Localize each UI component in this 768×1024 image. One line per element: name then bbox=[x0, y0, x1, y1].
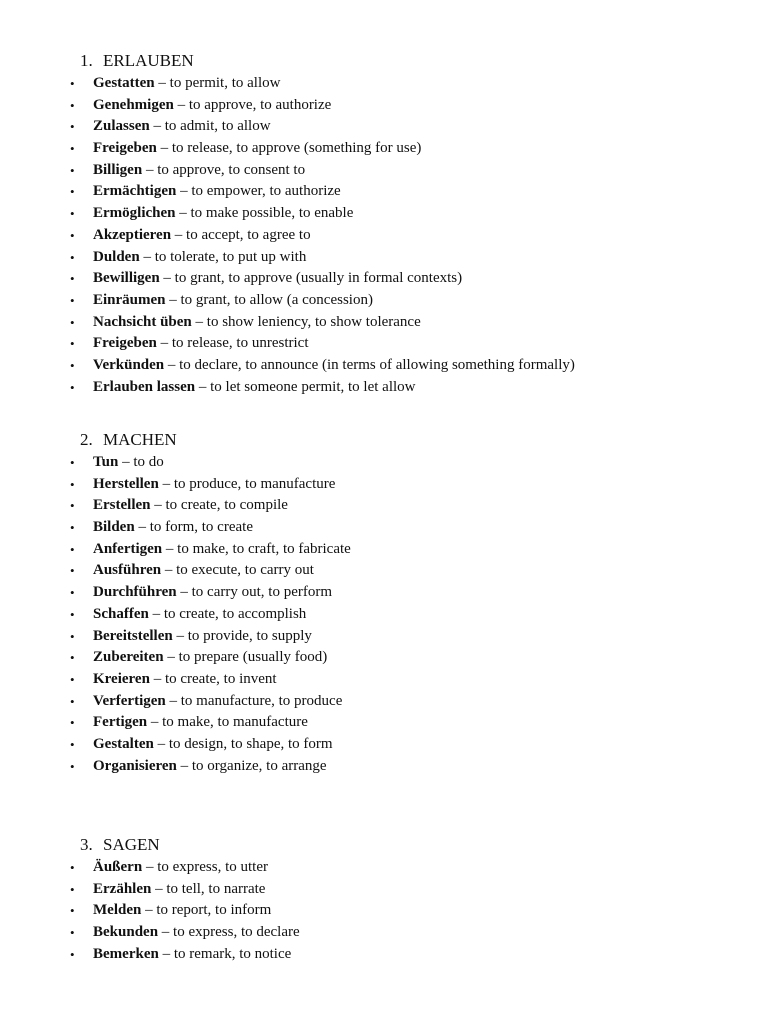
entry-text bbox=[93, 734, 333, 756]
bullet-icon: • bbox=[70, 76, 75, 91]
entry-meaning: to grant, to allow (a concession) bbox=[180, 291, 373, 308]
entry-term: Bekunden bbox=[93, 924, 159, 941]
entry-meaning: to grant, to approve (usually in formal contexts) bbox=[174, 270, 463, 287]
entry-text bbox=[93, 560, 314, 582]
section-title: MACHEN bbox=[103, 430, 177, 449]
entry-term: Organisieren bbox=[93, 757, 177, 774]
entry-separator: – bbox=[195, 378, 211, 395]
entry-text bbox=[93, 312, 421, 334]
section-heading bbox=[80, 835, 160, 855]
bullet-icon: • bbox=[70, 227, 75, 243]
entry-text bbox=[93, 900, 271, 922]
bullet-icon: • bbox=[70, 249, 75, 265]
entry-meaning: to accept, to agree to bbox=[186, 226, 311, 243]
bullet-icon: • bbox=[70, 141, 75, 157]
bullet-icon: • bbox=[70, 563, 75, 579]
entry-separator: – bbox=[173, 96, 189, 113]
bullet-icon: • bbox=[70, 292, 75, 308]
entry-text bbox=[93, 857, 268, 879]
entry-separator: – bbox=[161, 562, 177, 579]
bullet-icon: • bbox=[70, 628, 75, 644]
entry-term: Ausführen bbox=[93, 562, 162, 579]
entry-separator: – bbox=[142, 161, 158, 178]
entry-separator: – bbox=[176, 183, 192, 200]
entry-meaning: to tolerate, to put up with bbox=[154, 248, 307, 265]
entry-term: Freigeben bbox=[93, 140, 157, 157]
bullet-icon: • bbox=[70, 606, 75, 622]
entry-text bbox=[93, 626, 312, 648]
entry-term: Verfertigen bbox=[93, 692, 166, 709]
entry-term: Kreieren bbox=[93, 670, 150, 687]
entry-term: Äußern bbox=[93, 859, 143, 875]
entry-separator: – bbox=[163, 649, 179, 666]
section-number: 3. bbox=[80, 835, 93, 854]
entry-term: Bewilligen bbox=[93, 270, 160, 287]
entry-separator: – bbox=[156, 140, 172, 157]
entry-meaning: to create, to invent bbox=[164, 670, 277, 687]
entry-separator: – bbox=[153, 735, 169, 752]
entry-text bbox=[93, 647, 327, 669]
entry-meaning: to express, to utter bbox=[157, 859, 268, 875]
entry-meaning: to prepare (usually food) bbox=[178, 649, 328, 666]
entry-separator: – bbox=[191, 313, 207, 330]
entry-text bbox=[93, 290, 373, 312]
bullet-icon: • bbox=[70, 357, 75, 373]
bullet-icon: • bbox=[70, 314, 75, 330]
entry-meaning: to do bbox=[133, 454, 164, 470]
bullet-icon: • bbox=[70, 881, 75, 897]
entry-text bbox=[93, 517, 253, 539]
entry-separator: – bbox=[158, 475, 174, 492]
entry-separator: – bbox=[162, 540, 178, 557]
entry-term: Gestalten bbox=[93, 735, 154, 752]
entry-separator: – bbox=[172, 627, 188, 644]
entry-separator: – bbox=[147, 714, 163, 731]
entry-term: Genehmigen bbox=[93, 96, 174, 113]
entry-separator: – bbox=[158, 945, 174, 962]
bullet-icon: • bbox=[70, 520, 75, 536]
entry-meaning: to empower, to authorize bbox=[191, 183, 341, 200]
entry-separator: – bbox=[149, 670, 165, 687]
bullet-icon: • bbox=[70, 184, 75, 200]
entry-term: Melden bbox=[93, 902, 142, 919]
entry-meaning: to make, to craft, to fabricate bbox=[177, 540, 351, 557]
entry-meaning: to report, to inform bbox=[156, 902, 272, 919]
bullet-icon: • bbox=[70, 693, 75, 709]
entry-term: Zulassen bbox=[93, 118, 150, 135]
entry-separator: – bbox=[142, 859, 158, 875]
entry-text bbox=[93, 333, 309, 355]
entry-text bbox=[93, 879, 265, 901]
entry-separator: – bbox=[154, 75, 170, 91]
entry-text bbox=[93, 377, 415, 399]
entry-meaning: to permit, to allow bbox=[169, 75, 281, 91]
bullet-icon: • bbox=[70, 541, 75, 557]
entry-text bbox=[93, 268, 462, 290]
entry-term: Erzählen bbox=[93, 880, 152, 897]
entry-term: Dulden bbox=[93, 248, 140, 265]
entry-separator: – bbox=[176, 757, 192, 774]
entry-text bbox=[93, 474, 335, 496]
entry-text bbox=[93, 712, 308, 734]
entry-term: Tun bbox=[93, 454, 119, 470]
entry-meaning: to express, to declare bbox=[173, 924, 300, 941]
entry-text bbox=[93, 225, 311, 247]
entry-term: Billigen bbox=[93, 161, 143, 178]
entry-text bbox=[93, 247, 306, 269]
bullet-icon: • bbox=[70, 758, 75, 774]
entry-separator: – bbox=[148, 605, 164, 622]
entry-term: Ermächtigen bbox=[93, 183, 177, 200]
entry-term: Gestatten bbox=[93, 75, 155, 91]
bullet-icon: • bbox=[70, 336, 75, 352]
bullet-icon: • bbox=[70, 736, 75, 752]
entry-separator: – bbox=[151, 880, 167, 897]
entry-separator: – bbox=[134, 519, 150, 536]
bullet-icon: • bbox=[70, 498, 75, 514]
entry-separator: – bbox=[149, 118, 165, 135]
entry-meaning: to release, to approve (something for use) bbox=[171, 140, 422, 157]
entry-separator: – bbox=[139, 248, 155, 265]
entry-meaning: to remark, to notice bbox=[173, 945, 292, 962]
entry-meaning: to design, to shape, to form bbox=[168, 735, 333, 752]
entry-meaning: to organize, to arrange bbox=[191, 757, 327, 774]
entry-meaning: to provide, to supply bbox=[187, 627, 312, 644]
entry-separator: – bbox=[118, 454, 134, 470]
entry-separator: – bbox=[176, 584, 192, 601]
entry-meaning: to tell, to narrate bbox=[166, 880, 266, 897]
bullet-icon: • bbox=[70, 585, 75, 601]
section-title: ERLAUBEN bbox=[103, 51, 194, 70]
entry-meaning: to let someone permit, to let allow bbox=[210, 378, 416, 395]
entry-meaning: to carry out, to perform bbox=[191, 584, 333, 601]
bullet-icon: • bbox=[70, 946, 75, 962]
entry-meaning: to create, to compile bbox=[165, 497, 288, 514]
entry-text bbox=[93, 160, 305, 182]
entry-meaning: to admit, to allow bbox=[164, 118, 271, 135]
entry-text bbox=[93, 138, 421, 160]
entry-meaning: to form, to create bbox=[149, 519, 253, 536]
entry-term: Erlauben lassen bbox=[93, 378, 196, 395]
entry-term: Akzeptieren bbox=[93, 226, 172, 243]
entry-term: Herstellen bbox=[93, 475, 159, 492]
entry-separator: – bbox=[164, 356, 180, 373]
entry-term: Zubereiten bbox=[93, 649, 164, 666]
section-heading bbox=[80, 430, 177, 450]
entry-meaning: to make possible, to enable bbox=[190, 205, 354, 222]
entry-separator: – bbox=[141, 902, 157, 919]
entry-term: Anfertigen bbox=[93, 540, 163, 557]
entry-meaning: to produce, to manufacture bbox=[173, 475, 336, 492]
entry-meaning: to manufacture, to produce bbox=[180, 692, 343, 709]
entry-separator: – bbox=[150, 497, 166, 514]
entry-text bbox=[93, 539, 351, 561]
entry-meaning: to release, to unrestrict bbox=[171, 335, 309, 352]
entry-term: Fertigen bbox=[93, 714, 148, 731]
entry-text bbox=[93, 756, 327, 778]
entry-meaning: to approve, to authorize bbox=[188, 96, 332, 113]
entry-separator: – bbox=[165, 692, 181, 709]
bullet-icon: • bbox=[70, 671, 75, 687]
entry-text bbox=[93, 203, 353, 225]
entry-term: Einräumen bbox=[93, 291, 166, 308]
entry-meaning: to show leniency, to show tolerance bbox=[206, 313, 421, 330]
entry-term: Verkünden bbox=[93, 356, 165, 373]
bullet-icon: • bbox=[70, 455, 75, 470]
bullet-icon: • bbox=[70, 860, 75, 875]
entry-separator: – bbox=[175, 205, 191, 222]
entry-text bbox=[93, 691, 342, 713]
entry-text bbox=[93, 582, 332, 604]
entry-term: Schaffen bbox=[93, 605, 149, 622]
entry-text bbox=[93, 181, 341, 203]
entry-term: Nachsicht üben bbox=[93, 313, 192, 330]
bullet-icon: • bbox=[70, 903, 75, 919]
entry-meaning: to declare, to announce (in terms of allowing something formally) bbox=[179, 356, 575, 373]
bullet-icon: • bbox=[70, 206, 75, 222]
entry-meaning: to execute, to carry out bbox=[176, 562, 314, 579]
bullet-icon: • bbox=[70, 271, 75, 287]
entry-text bbox=[93, 604, 306, 626]
entry-text bbox=[93, 116, 271, 138]
entry-term: Erstellen bbox=[93, 497, 151, 514]
entry-term: Durchführen bbox=[93, 584, 177, 601]
entry-term: Freigeben bbox=[93, 335, 157, 352]
bullet-icon: • bbox=[70, 715, 75, 731]
section-number: 1. bbox=[80, 51, 93, 70]
bullet-icon: • bbox=[70, 476, 75, 492]
entry-meaning: to make, to manufacture bbox=[162, 714, 308, 731]
entry-text bbox=[93, 355, 575, 377]
entry-separator: – bbox=[159, 270, 175, 287]
entry-text bbox=[93, 95, 331, 117]
entry-meaning: to approve, to consent to bbox=[157, 161, 306, 178]
entry-separator: – bbox=[158, 924, 174, 941]
section-heading bbox=[80, 51, 194, 71]
section-title: SAGEN bbox=[103, 835, 160, 854]
section-number: 2. bbox=[80, 430, 93, 449]
bullet-icon: • bbox=[70, 119, 75, 135]
bullet-icon: • bbox=[70, 925, 75, 941]
entry-term: Bemerken bbox=[93, 945, 159, 962]
entry-term: Bilden bbox=[93, 519, 135, 536]
bullet-icon: • bbox=[70, 379, 75, 395]
entry-meaning: to create, to accomplish bbox=[163, 605, 307, 622]
bullet-icon: • bbox=[70, 162, 75, 178]
entry-term: Ermöglichen bbox=[93, 205, 176, 222]
entry-text bbox=[93, 452, 164, 474]
entry-text bbox=[93, 922, 300, 944]
entry-text bbox=[93, 669, 277, 691]
entry-separator: – bbox=[171, 226, 187, 243]
entry-text bbox=[93, 73, 280, 95]
entry-text bbox=[93, 495, 288, 517]
bullet-icon: • bbox=[70, 97, 75, 113]
entry-separator: – bbox=[156, 335, 172, 352]
bullet-icon: • bbox=[70, 650, 75, 666]
entry-text bbox=[93, 944, 291, 966]
entry-term: Bereitstellen bbox=[93, 627, 173, 644]
entry-separator: – bbox=[165, 291, 181, 308]
